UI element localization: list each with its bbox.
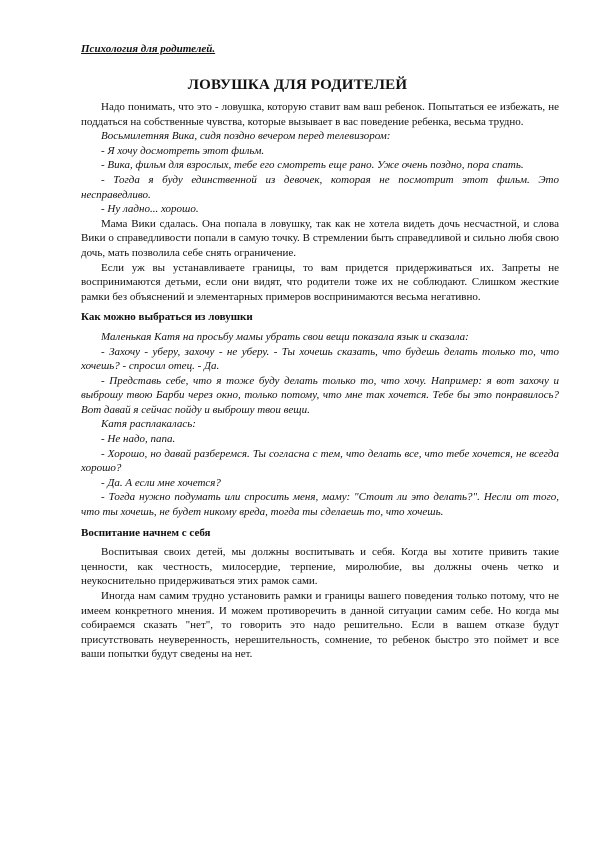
- dialogue-line: - Ну ладно... хорошо.: [101, 203, 199, 216]
- section-heading-self-education: Воспитание начнем с себя: [81, 526, 211, 539]
- paragraph: Маленькая Катя на просьбу мамы убрать свои вещи показала язык и сказала:: [101, 330, 469, 343]
- paragraph: Иногда нам самим трудно установить рамки и границы вашего поведения только потому, что не имеем конкретного мнения. И можем противоречить в данной ситуации самим себе. Но когда мы собираемся сказать "нет", то говорить это надо решительно. Если в вашем отказе будут присутствовать неуверенность, нерешительность, сомнение, то ребенок быстро это поймет и все ваши попытки будут сведены на нет.: [81, 590, 559, 661]
- paragraph-intro: Надо понимать, что это - ловушка, которую ставит вам ваш ребенок. Попытаться ее избежать, не поддаться на собственные чувства, которые вызывает в вас поведение ребенка, весьма трудно.: [81, 101, 559, 128]
- dialogue-line: Катя расплакалась:: [101, 418, 196, 431]
- paragraph: Если уж вы устанавливаете границы, то вам придется придерживаться их. Запреты не воспринимаются детьми, если они видят, что родители тоже их не соблюдают. Слишком жесткие рамки без объяснений и элементарных примеров воспринимаются весьма негативно.: [81, 261, 559, 303]
- dialogue-line: - Не надо, папа.: [101, 433, 176, 446]
- dialogue-line: - Я хочу досмотреть этот фильм.: [101, 144, 265, 157]
- section-heading-escape: Как можно выбраться из ловушки: [81, 311, 253, 324]
- dialogue-line: - Да. А если мне хочется?: [101, 476, 221, 489]
- paragraph-dialogue-intro: Восьмилетняя Вика, сидя поздно вечером перед телевизором:: [101, 130, 391, 143]
- dialogue-line: - Хорошо, но давай разберемся. Ты согласна с тем, что делать все, что тебе хочется, не всегда хорошо?: [81, 447, 559, 475]
- paragraph: Воспитывая своих детей, мы должны воспитывать и себя. Когда вы хотите привить такие ценности, как честность, милосердие, терпение, миролюбие, вы должны очень четко и неукоснительно придерживаться этих рамок сами.: [81, 546, 559, 588]
- dialogue-line: - Захочу - уберу, захочу - не уберу. - Ты хочешь сказать, что будешь делать только то, что хочешь? - спросил отец. - Да.: [81, 345, 559, 373]
- rubric-heading: Психология для родителей.: [81, 43, 216, 55]
- dialogue-line: - Вика, фильм для взрослых, тебе его смотреть еще рано. Уже очень поздно, пора спать.: [101, 159, 524, 172]
- dialogue-line: - Тогда я буду единственной из девочек, которая не посмотрит этот фильм. Это несправедливо.: [81, 173, 559, 201]
- dialogue-line: - Представь себе, что я тоже буду делать только то, что хочу. Например: я вот захочу и выброшу твою Барби через окно, только потому, что мне так хочется. Тебе бы это понравилось? Вот давай я сейчас пойду и выброшу твои вещи.: [81, 374, 559, 416]
- paragraph: Мама Вики сдалась. Она попала в ловушку, так как не хотела видеть дочь несчастной, и слова Вики о справедливости попали в самую точку. В стремлении быть справедливой и сильно любя свою дочь, мать позволила себе снять ограничение.: [81, 217, 559, 259]
- article-body: [81, 100, 559, 662]
- page-title: ЛОВУШКА ДЛЯ РОДИТЕЛЕЙ: [187, 77, 408, 93]
- dialogue-line: - Тогда нужно подумать или спросить меня, маму: "Стоит ли это делать?". Несли от того, что ты хочешь, не будет никому вреда, тогда ты сделаешь то, что хочешь.: [81, 491, 559, 519]
